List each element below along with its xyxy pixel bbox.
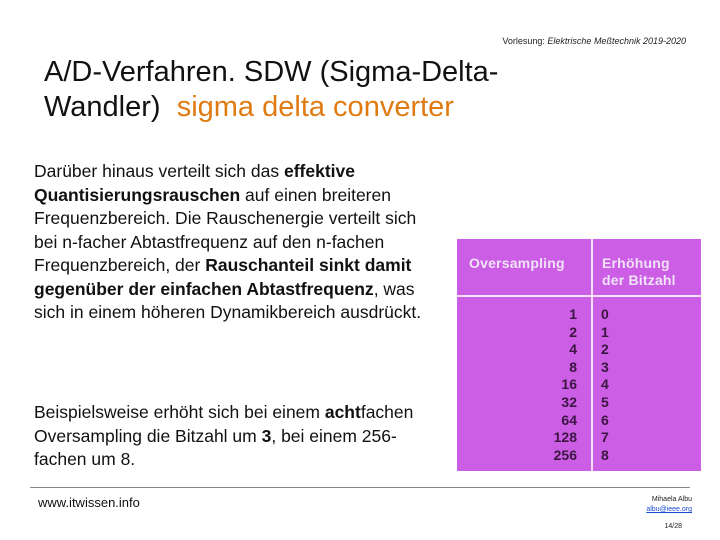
para2-text-1: Beispielsweise erhöht sich bei einem [34,402,325,422]
table-cell-bits: 3 [601,358,609,375]
table-header-oversampling: Oversampling [469,255,565,271]
table-header-divider [457,295,701,297]
para1-bold-1: effektive Quantisierungsrauschen [34,161,355,205]
header-prefix: Vorlesung: [502,36,548,46]
para2-bold-1: acht [324,402,361,422]
para1-text-3: , was sich in einem höheren Dynamikbereich ausdrückt. [34,278,422,322]
table-cell-bits: 4 [601,376,609,393]
table-cell-bits: 5 [601,393,609,410]
slide-title [44,55,604,125]
table-column-oversampling [554,306,577,464]
para2-text-2: fachen Oversampling die Bitzahl um [34,402,414,446]
table-cell-bits: 2 [601,341,609,358]
table-header-bit-increase [602,255,676,289]
para2-bold-2: 3 [261,425,272,446]
table-cell-oversampling: 1 [569,306,577,322]
table-column-bits [601,306,609,464]
para1-text-1: Darüber hinaus verteilt sich das [34,161,284,181]
oversampling-table [457,239,701,471]
table-cell-oversampling: 32 [561,393,577,410]
table-header-bit-increase-line1: Erhöhung [602,255,670,271]
footer-divider [30,487,690,488]
para2-text-3: , bei einem 256-fachen um 8. [34,425,397,469]
table-cell-oversampling: 16 [561,376,577,393]
table-cell-oversampling: 128 [553,429,577,446]
table-header-bit-increase-line2: der Bitzahl [602,272,676,288]
table-cell-bits: 6 [601,411,609,428]
table-cell-oversampling: 4 [569,341,577,358]
paragraph-noise-shaping [34,160,434,325]
title-main: A/D-Verfahren. SDW (Sigma-Delta-Wandler) [44,56,499,123]
table-cell-oversampling: 64 [561,411,577,428]
title-accent: sigma delta converter [176,91,454,123]
table-cell-bits: 8 [601,446,609,463]
table-cell-oversampling: 256 [553,446,577,463]
header-course: Elektrische Meßtechnik 2019-2020 [547,36,686,46]
table-cell-bits: 1 [601,323,609,340]
table-cell-oversampling: 2 [569,323,577,340]
para1-bold-2: Rauschanteil sinkt damit gegenüber der einfachen Abtastfrequenz [34,255,412,299]
footer-email-link[interactable]: albu@ieee.org [646,506,692,513]
footer-author-block [646,495,692,515]
table-cell-oversampling: 8 [569,358,577,375]
footer-author: Mihaela Albu [651,496,692,503]
lecture-header [502,36,686,46]
footer-source-url: www.itwissen.info [38,495,140,510]
page-number: 14/28 [664,523,682,530]
table-cell-bits: 7 [601,429,609,446]
table-cell-bits: 0 [601,306,609,322]
paragraph-example [34,401,434,472]
para1-text-2: auf einen breiteren Frequenzbereich. Die Rauschenergie verteilt sich bei n-facher Abtastfrequenz auf den n-fachen Frequenzbereich, der [34,184,417,275]
table-column-divider [591,239,593,471]
